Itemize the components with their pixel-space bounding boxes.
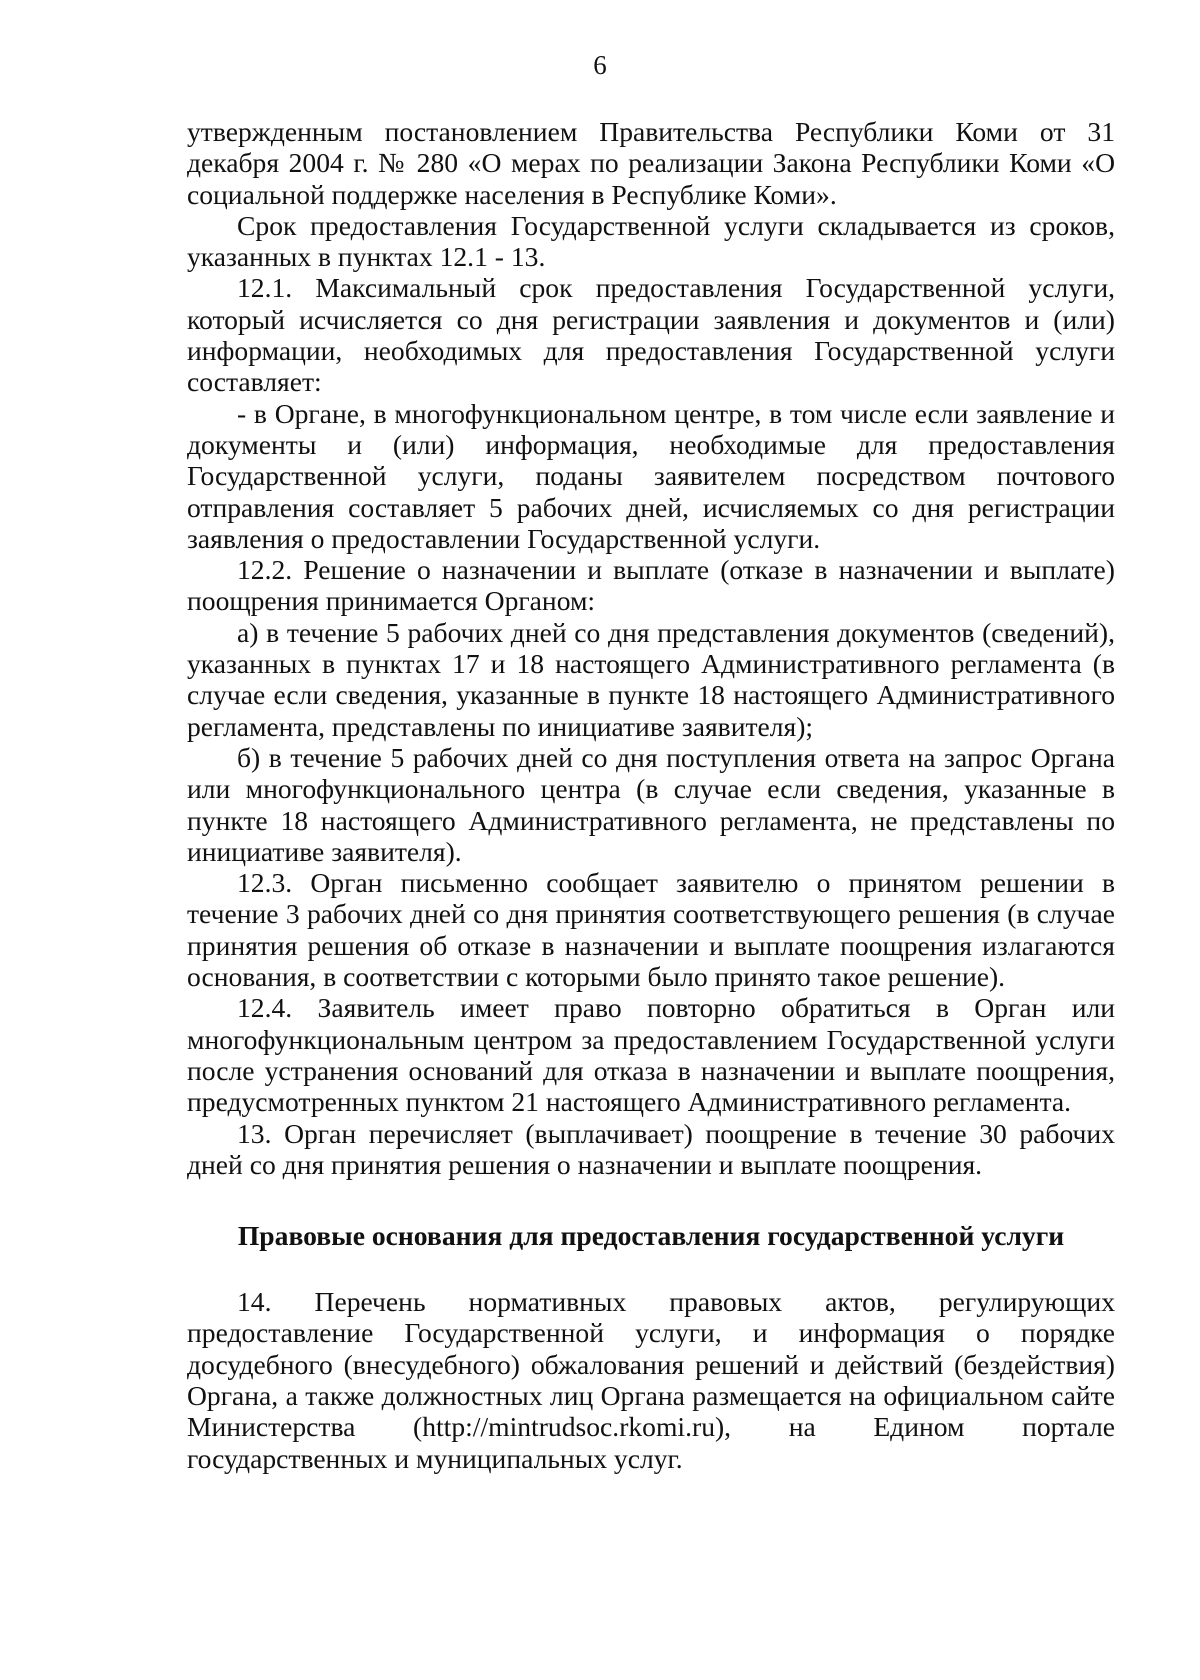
paragraph-12-1: 12.1. Максимальный срок предоставления Государственной услуги, который исчисляется со дня регистрации заявления и документов и (или) информации, необходимых для предоставления Государственной услуги составляет: (187, 272, 1115, 398)
paragraph-12-4: 12.4. Заявитель имеет право повторно обратиться в Орган или многофункциональным центром за предоставлением Государственной услуги после устранения оснований для отказа в назначении и выплате поощрения, предусмотренных пунктом 21 настоящего Административного регламента. (187, 992, 1115, 1118)
page-number: 6 (593, 50, 607, 80)
paragraph-12-2-a: а) в течение 5 рабочих дней со дня представления документов (сведений), указанных в пунктах 17 и 18 настоящего Административного регламента (в случае если сведения, указанные в пункте 18 настоящего Административного регламента, представлены по инициативе заявителя); (187, 616, 1115, 742)
paragraph-12-1-item: - в Органе, в многофункциональном центре, в том числе если заявление и документы и (или) информация, необходимые для предоставления Государственной услуги, поданы заявителем посредством почтового отправления составляет 5 рабочих дней, исчисляемых со дня регистрации заявления о предоставлении Государственной услуги. (187, 397, 1115, 554)
paragraph-12-2-b: б) в течение 5 рабочих дней со дня поступления ответа на запрос Органа или многофункционального центра (в случае если сведения, указанные в пункте 18 настоящего Административного регламента, не представлены по инициативе заявителя). (187, 741, 1115, 867)
paragraph-service-term: Срок предоставления Государственной услуги складывается из сроков, указанных в пунктах 12.1 - 13. (187, 209, 1115, 273)
paragraph-12-3: 12.3. Орган письменно сообщает заявителю о принятом решении в течение 3 рабочих дней со дня принятия соответствующего решения (в случае принятия решения об отказе в назначении и выплате поощрения излагаются основания, в соответствии с которыми было принято такое решение). (187, 867, 1115, 993)
paragraph-14: 14. Перечень нормативных правовых актов, регулирующих предоставление Государственной услуги, и информация о порядке досудебного (внесудебного) обжалования решений и действий (бездействия) Органа, а также должностных лиц Органа размещается на официальном сайте Министерства (http://mintrudsoc.rkomi.ru), на Едином портале государственных и муниципальных услуг. (187, 1286, 1115, 1474)
paragraph-13: 13. Орган перечисляет (выплачивает) поощрение в течение 30 рабочих дней со дня принятия решения о назначении и выплате поощрения. (187, 1117, 1115, 1180)
section-heading: Правовые основания для предоставления государственной услуги (237, 1220, 1065, 1252)
document-body (187, 116, 1115, 1474)
paragraph-continuation: утвержденным постановлением Правительства Республики Коми от 31 декабря 2004 г. № 280 «О мерах по реализации Закона Республики Коми «О социальной поддержке населения в Республике Коми». (187, 116, 1115, 210)
paragraph-12-2: 12.2. Решение о назначении и выплате (отказе в назначении и выплате) поощрения принимается Органом: (187, 554, 1115, 617)
